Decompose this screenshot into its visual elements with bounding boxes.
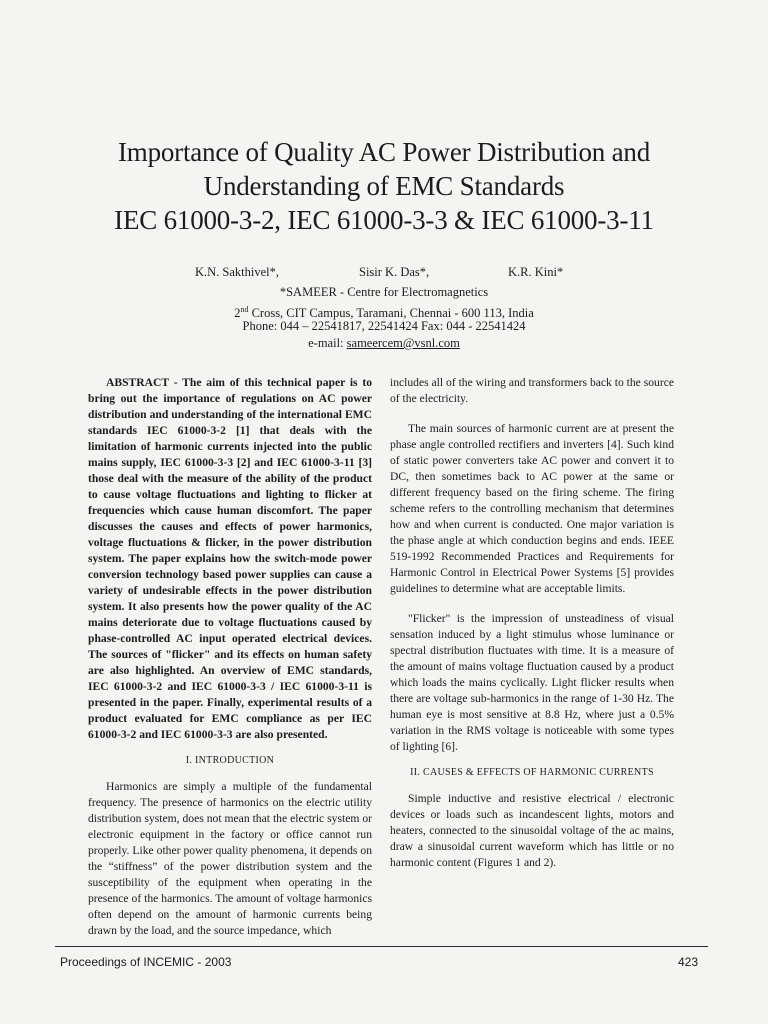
address-number: 2: [234, 306, 241, 321]
author-1: K.N. Sakthivel*,: [195, 265, 280, 279]
affiliation-email: [0, 335, 768, 352]
introduction-paragraph: Harmonics are simply a multiple of the fundamental frequency. The presence of harmonics on the electric utility distribution system, does not mean that the electric system or electronic equipment in the factory or office cannot run properly. Like other power quality phenomena, it depends on the “stiffness” of the power distribution system and the susceptibility of the equipment when operating in the presence of the harmonics. The amount of voltage harmonics often depend on the amount of harmonic currents being drawn by the load, and the source impedance, which: [88, 780, 372, 937]
title-line-3: IEC 61000-3-2, IEC 61000-3-3 & IEC 61000-3-11: [114, 205, 654, 235]
section-heading-introduction: I. INTRODUCTION: [185, 755, 275, 766]
affiliation-org: *SAMEER - Centre for Electromagnetics: [279, 285, 489, 299]
abstract-paragraph: ABSTRACT - The aim of this technical paper is to bring out the importance of regulations on AC power distribution and understanding of the international EMC standards IEC 61000-3-2 [1] that deals with the limitation of harmonic currents injected into the public mains supply, IEC 61000-3-3 [2] and IEC 61000-3-11 [3] those deal with the measure of the ability of the product to cause voltage fluctuations and lighting to flicker at frequencies which cause human discomfort. The paper discusses the causes and effects of power harmonics, voltage fluctuations & flicker, in the power distribution system. The paper explains how the switch-mode power conversion technology based power supplies can cause a variety of undesirable effects in the power distribution system. It also presents how the power quality of the AC mains deteriorate due to voltage fluctuations caused by phase-controlled AC input operated electrical devices. The sources of "flicker" and its effects on human safety are also highlighted. An overview of EMC standards, IEC 61000-3-2 and IEC 61000-3-3 / IEC 61000-3-11 is presented in the paper. Finally, experimental results of a product evaluated for EMC compliance as per IEC 61000-3-2 and IEC 61000-3-3 are also presented.: [88, 376, 372, 741]
footer-proceedings: Proceedings of INCEMIC - 2003: [60, 955, 232, 969]
affiliation-phone: Phone: 044 – 22541817, 22541424 Fax: 044 - 22541424: [242, 319, 526, 333]
email-label: e-mail:: [308, 336, 347, 350]
continued-paragraph: includes all of the wiring and transformers back to the source of the electricity.: [390, 376, 674, 405]
section-heading-harmonic-currents: II. CAUSES & EFFECTS OF HARMONIC CURRENTS: [410, 767, 654, 778]
author-list: [0, 265, 768, 283]
author-2: Sisir K. Das*,: [359, 265, 430, 279]
title-line-1: Importance of Quality AC Power Distribution and: [117, 137, 650, 167]
footer-page-number: 423: [677, 955, 698, 969]
paper-title: [40, 135, 728, 237]
harmonic-sources-paragraph: The main sources of harmonic current are at present the phase angle controlled rectifiers and inverters [4]. Such kind of static power converters take AC power and convert it to DC, then sometimes back to AC power at the same or different frequency based on the firing scheme. The firing scheme refers to the controlling mechanism that determines how and when current is conducted. One major variation is the phase angle at which conduction begins and ends. IEEE 519-1992 Recommended Practices and Requirements for Harmonic Control in Electrical Power Systems [5] provides guidelines to determine what are acceptable limits.: [390, 422, 674, 595]
left-column: [88, 375, 372, 939]
email-link[interactable]: sameercem@vsnl.com: [346, 336, 460, 350]
title-line-2: Understanding of EMC Standards: [203, 171, 565, 201]
right-column: [390, 375, 674, 871]
flicker-paragraph: "Flicker" is the impression of unsteadiness of visual sensation induced by a light stimulus whose luminance or spectral distribution fluctuates with time. It is a measure of the amount of mains voltage fluctuation caused by a product which loads the mains cyclically. Light flicker results when there are voltage sub-harmonics in the range of 1-30 Hz. The human eye is most sensitive at 8.8 Hz, where just a 0.5% variation in the RMS voltage is noticeable with some types of lighting [6].: [390, 612, 674, 753]
address-superscript: nd: [240, 305, 249, 314]
author-3: K.R. Kini*: [508, 265, 564, 279]
address-text: Cross, CIT Campus, Taramani, Chennai - 600 113, India: [248, 306, 534, 321]
causes-paragraph: Simple inductive and resistive electrical / electronic devices or loads such as incandescent lights, motors and heaters, connected to the sinusoidal voltage of the ac mains, draw a sinusoidal current waveform which has little or no harmonic content (Figures 1 and 2).: [390, 792, 674, 869]
footer-rule: [55, 946, 708, 947]
